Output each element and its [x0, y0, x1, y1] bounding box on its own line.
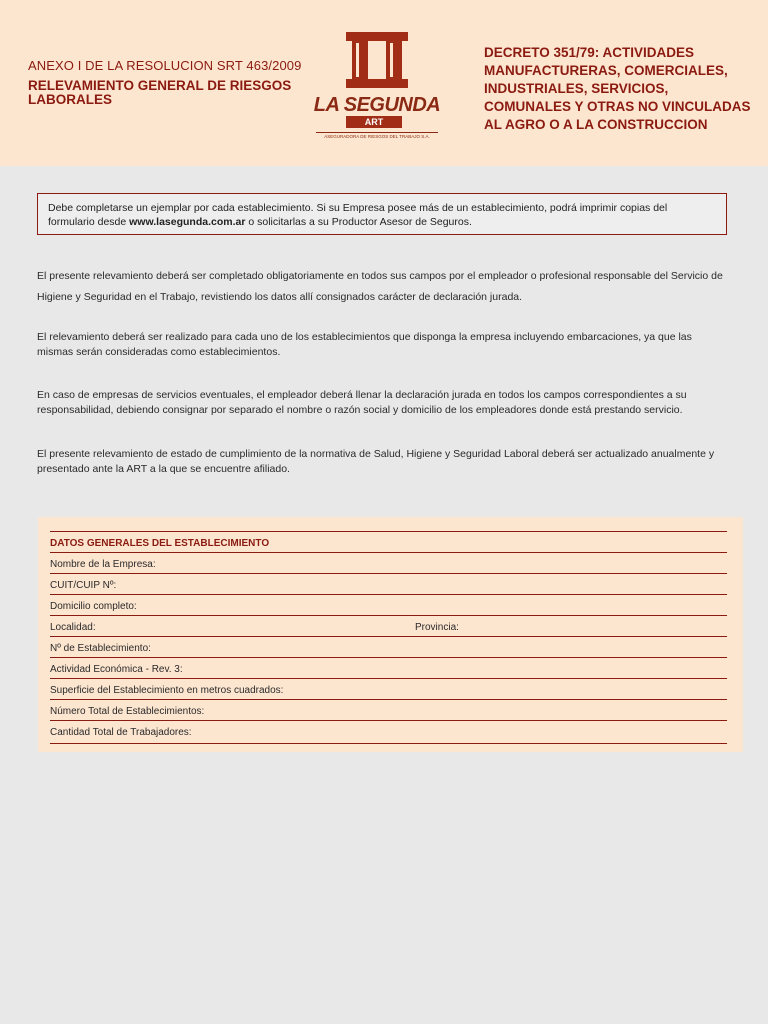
- field-total-establecimientos[interactable]: [50, 700, 727, 721]
- notice-text-after: o solicitarlas a su Productor Asesor de Seguros.: [245, 216, 472, 228]
- document-title: RELEVAMIENTO GENERAL DE RIESGOS LABORALES: [28, 78, 292, 107]
- field-establecimiento[interactable]: [50, 637, 727, 658]
- field-provincia-label[interactable]: Provincia:: [415, 622, 459, 633]
- field-superficie-label: Superficie del Establecimiento en metros cuadrados:: [50, 685, 284, 696]
- notice-text-before: Debe completarse un ejemplar por cada establecimiento. Si su Empresa posee más de un establecimiento, podrá imprimir copias del formulario desde: [48, 202, 668, 228]
- decree-title: DECRETO 351/79: ACTIVIDADES MANUFACTURERAS, COMERCIALES, INDUSTRIALES, SERVICIOS, COMUNALES Y OTRAS NO VINCULADAS AL AGRO O A LA CONSTRUCCION: [484, 45, 751, 132]
- paragraph-1: El presente relevamiento deberá ser completado obligatoriamente en todos sus campos por el empleador o profesional responsable del Servicio de Higiene y Seguridad en el Trabajo, revistiendo los datos allí consignados carácter de declaración jurada.: [37, 270, 723, 303]
- field-localidad-label: Localidad:: [50, 622, 96, 633]
- field-cuit-label: CUIT/CUIP Nº:: [50, 580, 117, 591]
- paragraph-4: El presente relevamiento de estado de cumplimiento de la normativa de Salud, Higiene y Seguridad Laboral deberá ser actualizado anualmente y presentado ante la ART a la que se encuentre afiliado.: [37, 448, 715, 475]
- field-empresa[interactable]: [50, 553, 727, 574]
- establishment-form: [38, 517, 743, 752]
- roman-two-icon: [312, 28, 442, 94]
- logo-band: ART: [346, 116, 402, 128]
- field-empresa-label: Nombre de la Empresa:: [50, 559, 156, 570]
- form-heading: DATOS GENERALES DEL ESTABLECIMIENTO: [50, 532, 727, 553]
- field-total-establecimientos-label: Número Total de Establecimientos:: [50, 706, 205, 717]
- field-trabajadores-label: Cantidad Total de Trabajadores:: [50, 727, 192, 738]
- logo-name: LA SEGUNDA: [313, 94, 441, 116]
- logo-tagline: ASEGURADORA DE RIESGOS DEL TRABAJO S.A.: [316, 132, 438, 139]
- notice-box: [37, 193, 727, 235]
- header-band: [0, 0, 768, 166]
- paragraph-3: En caso de empresas de servicios eventuales, el empleador deberá llenar la declaración jurada en todos los campos correspondientes a su responsabilidad, debiendo consignar por separado el nombre o razón social y domicilio de los empleadores donde está prestando servicio.: [37, 389, 687, 416]
- annex-label: ANEXO I DE LA RESOLUCION SRT 463/2009: [28, 58, 302, 73]
- field-domicilio[interactable]: [50, 595, 727, 616]
- header-left: [28, 58, 318, 107]
- field-trabajadores[interactable]: [50, 721, 727, 744]
- field-establecimiento-label: Nº de Establecimiento:: [50, 643, 151, 654]
- field-actividad[interactable]: [50, 658, 727, 679]
- field-localidad[interactable]: [50, 616, 727, 637]
- field-superficie[interactable]: [50, 679, 727, 700]
- la-segunda-logo: [312, 28, 442, 148]
- website-link[interactable]: www.lasegunda.com.ar: [129, 216, 246, 228]
- field-actividad-label: Actividad Económica - Rev. 3:: [50, 664, 183, 675]
- paragraph-2: El relevamiento deberá ser realizado para cada uno de los establecimientos que disponga la empresa incluyendo embarcaciones, ya que las mismas serán consideradas como establecimientos.: [37, 331, 692, 358]
- field-cuit[interactable]: [50, 574, 727, 595]
- field-domicilio-label: Domicilio completo:: [50, 601, 137, 612]
